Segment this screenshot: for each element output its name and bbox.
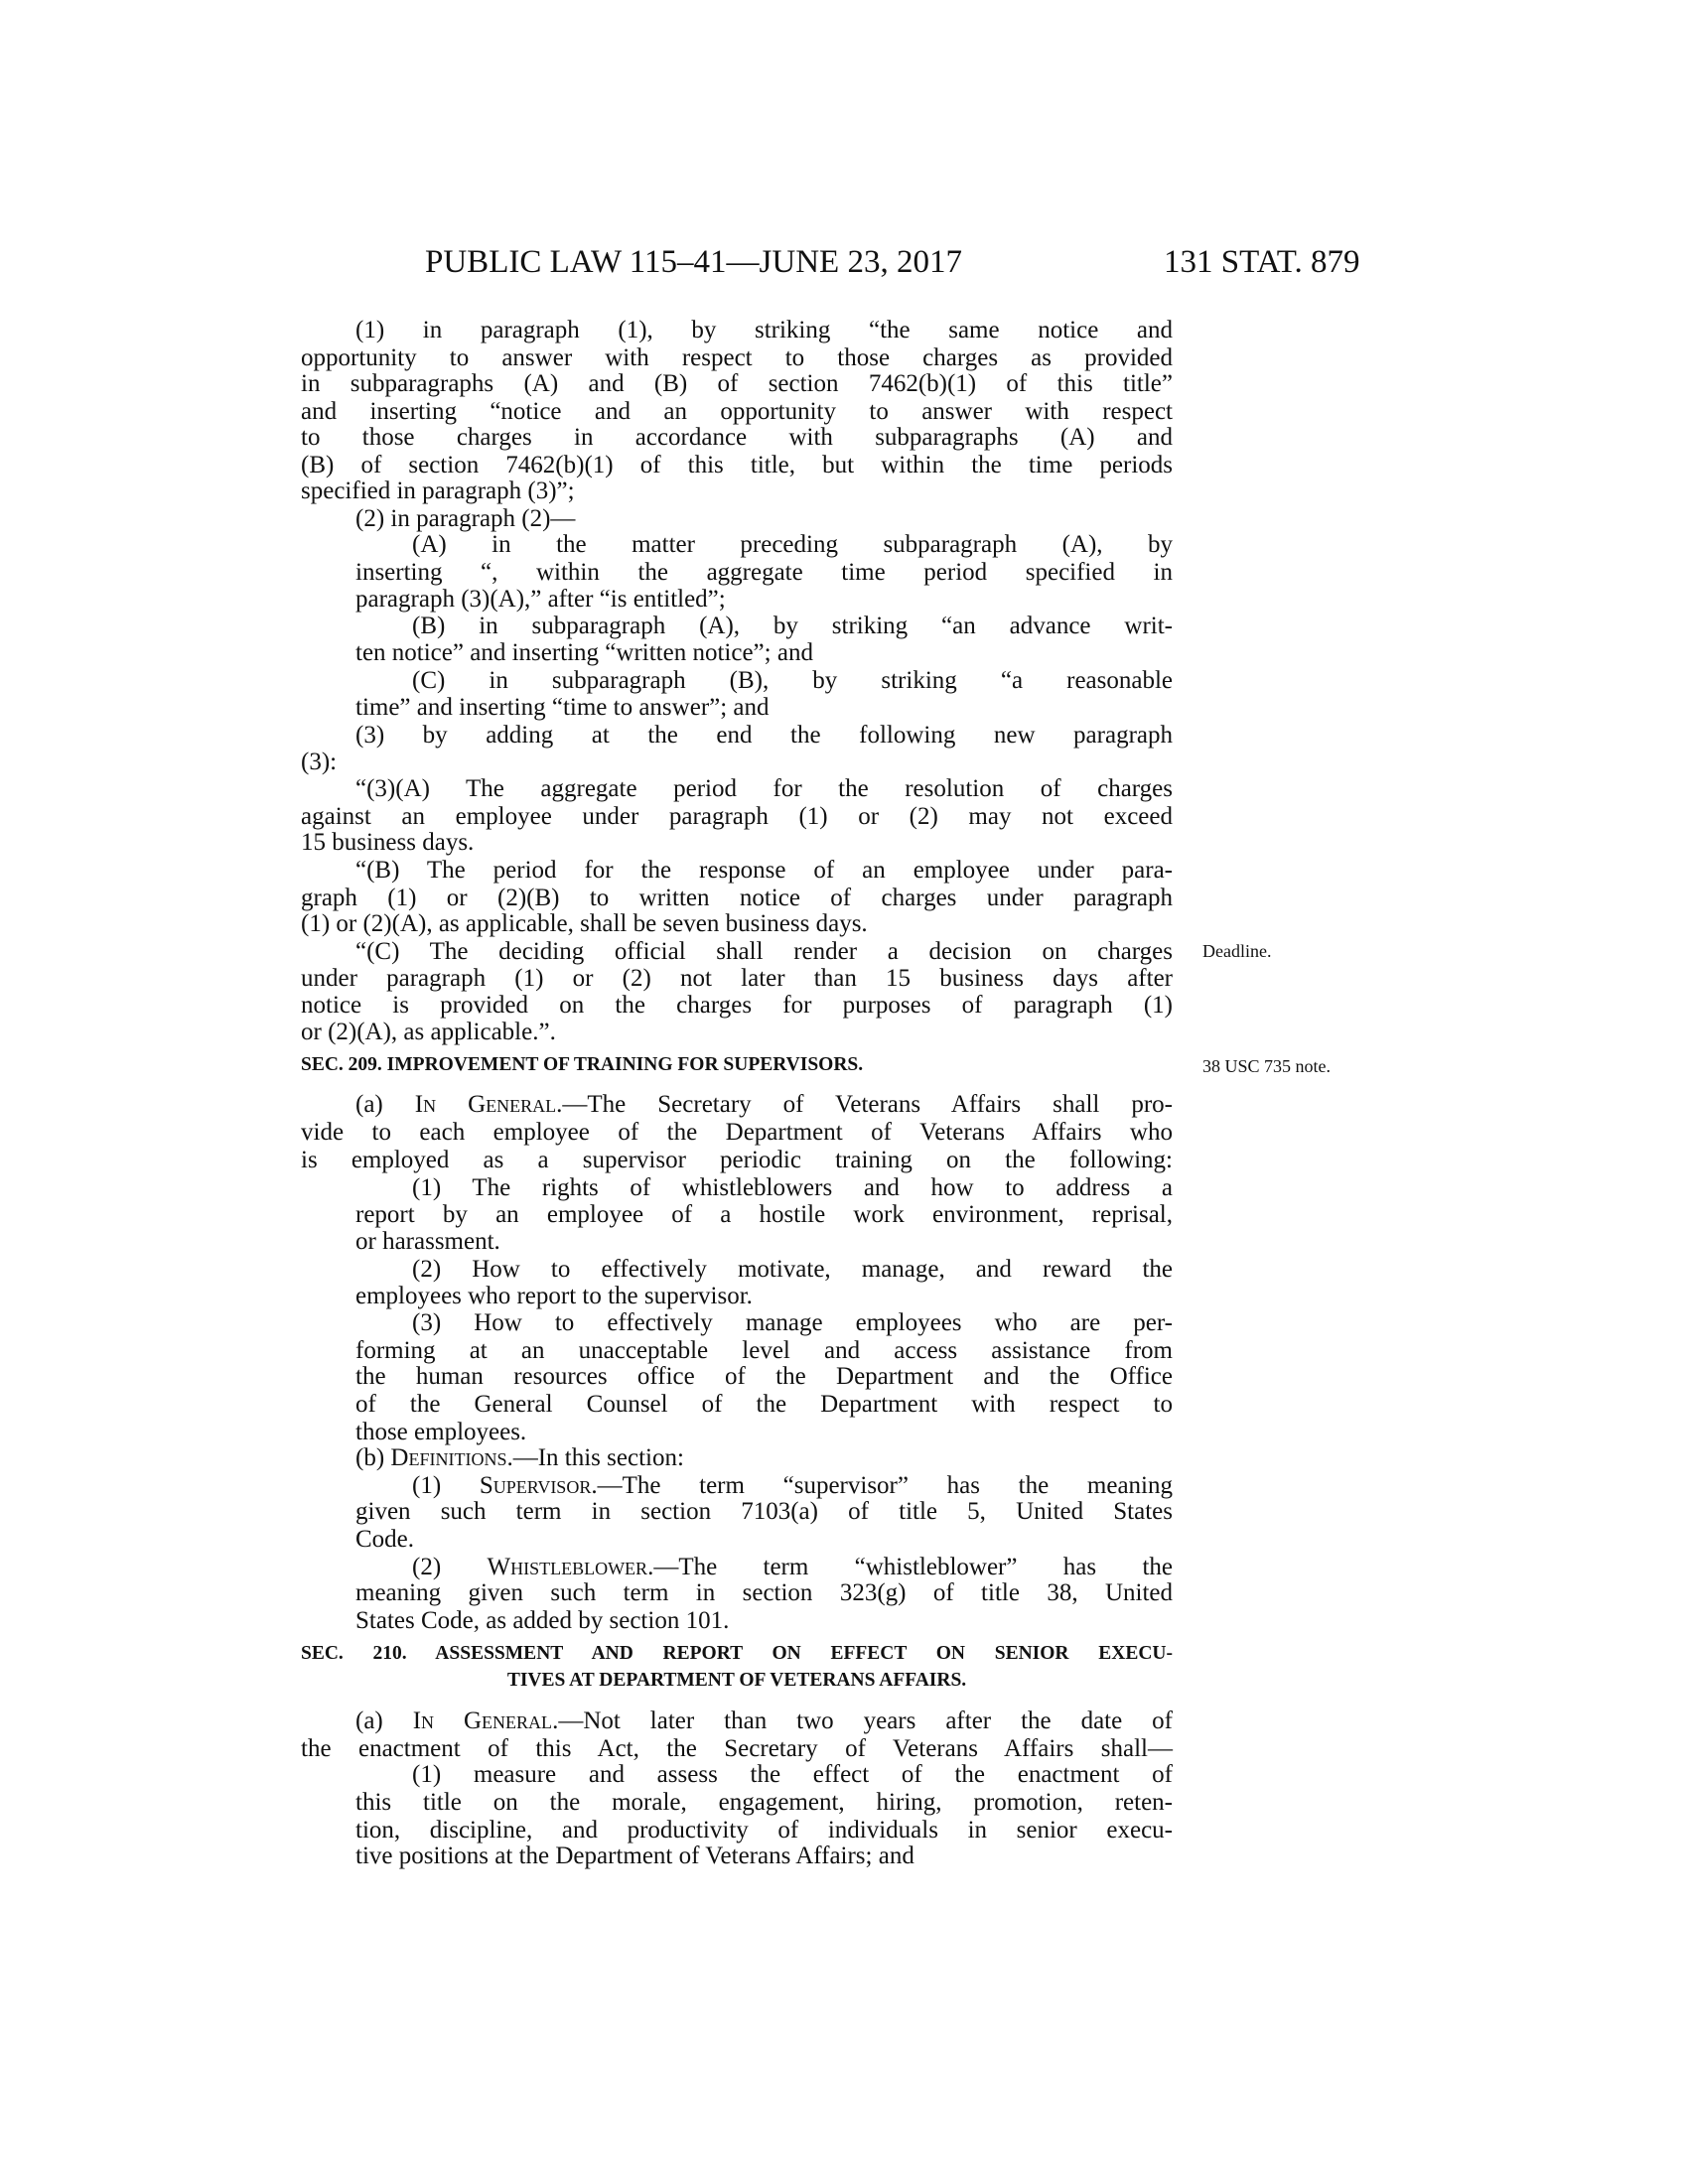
- text-line: vide to each employee of the Department of Veterans Affairs who: [301, 1119, 1173, 1146]
- text-line: ten notice” and inserting “written notice”; and: [355, 639, 813, 666]
- text-fragment: (1): [412, 1472, 480, 1499]
- text-fragment: .—The term “whistleblower” has the: [647, 1554, 1173, 1580]
- text-line: the human resources office of the Department and the Office: [355, 1363, 1173, 1390]
- text-fragment: .—The term “supervisor” has the meaning: [591, 1472, 1173, 1499]
- text-line: (1) The rights of whistleblowers and how to address a: [412, 1174, 1173, 1201]
- text-line: (1) in paragraph (1), by striking “the same notice and: [355, 317, 1173, 343]
- text-line: paragraph (3)(A),” after “is entitled”;: [355, 586, 726, 613]
- text-fragment: (a): [355, 1707, 413, 1734]
- margin-note-deadline: Deadline.: [1202, 941, 1272, 961]
- text-line: Code.: [355, 1526, 415, 1553]
- text-line: report by an employee of a hostile work environment, reprisal,: [355, 1201, 1173, 1228]
- text-line: time” and inserting “time to answer”; and: [355, 694, 770, 721]
- text-line: and inserting “notice and an opportunity to answer with respect: [301, 398, 1173, 425]
- margin-note-usc: 38 USC 735 note.: [1202, 1056, 1332, 1076]
- text-line: (A) in the matter preceding subparagraph (A), by: [412, 531, 1173, 558]
- text-line: employees who report to the supervisor.: [355, 1283, 753, 1309]
- text-line: is employed as a supervisor periodic training on the following:: [301, 1147, 1173, 1173]
- text-line: those employees.: [355, 1419, 527, 1445]
- text-line: under paragraph (1) or (2) not later than 15 business days after: [301, 965, 1173, 992]
- text-line: States Code, as added by section 101.: [355, 1607, 730, 1634]
- section-heading-line: SEC. 210. ASSESSMENT AND REPORT ON EFFECT ON SENIOR EXECU-: [301, 1643, 1173, 1664]
- text-line: tion, discipline, and productivity of individuals in senior execu-: [355, 1817, 1173, 1843]
- text-fragment: (2): [412, 1554, 488, 1580]
- text-line: this title on the morale, engagement, hiring, promotion, reten-: [355, 1789, 1173, 1816]
- text-line: specified in paragraph (3)”;: [301, 478, 575, 504]
- page-number: 131 STAT. 879: [1164, 244, 1360, 280]
- text-line: opportunity to answer with respect to those charges as provided: [301, 344, 1173, 371]
- text-line: (2) How to effectively motivate, manage, and reward the: [412, 1256, 1173, 1283]
- text-line: [355, 1706, 1173, 1736]
- subsection-heading: In General: [412, 1707, 553, 1734]
- text-fragment: .—In this section:: [506, 1444, 684, 1471]
- text-line: given such term in section 7103(a) of title 5, United States: [355, 1498, 1173, 1525]
- text-line: or harassment.: [355, 1228, 500, 1255]
- text-line: “(C) The deciding official shall render a decision on charges: [355, 938, 1173, 965]
- text-line: forming at an unacceptable level and access assistance from: [355, 1337, 1173, 1364]
- subsection-heading: In General: [414, 1091, 557, 1118]
- text-line: (3) How to effectively manage employees who are per-: [412, 1309, 1173, 1336]
- text-line: notice is provided on the charges for purposes of paragraph (1): [301, 992, 1173, 1019]
- text-line: (C) in subparagraph (B), by striking “a reasonable: [412, 667, 1173, 694]
- text-fragment: (a): [355, 1091, 415, 1118]
- text-line: (3) by adding at the end the following new paragraph: [355, 722, 1173, 749]
- text-line: inserting “, within the aggregate time period specified in: [355, 559, 1173, 586]
- text-line: (1) measure and assess the effect of the enactment of: [412, 1761, 1173, 1788]
- text-line: meaning given such term in section 323(g) of title 38, United: [355, 1579, 1173, 1606]
- text-line: against an employee under paragraph (1) or (2) may not exceed: [301, 803, 1173, 830]
- subsection-heading: Definitions: [390, 1444, 507, 1471]
- text-fragment: (b): [355, 1444, 391, 1471]
- text-fragment: .—Not later than two years after the date of: [552, 1707, 1174, 1734]
- text-line: (B) in subparagraph (A), by striking “an advance writ-: [412, 613, 1173, 639]
- text-line: 15 business days.: [301, 829, 475, 856]
- text-line: to those charges in accordance with subparagraphs (A) and: [301, 424, 1173, 451]
- text-line: (B) of section 7462(b)(1) of this title, but within the time periods: [301, 452, 1173, 478]
- section-heading-line: TIVES AT DEPARTMENT OF VETERANS AFFAIRS.: [506, 1670, 967, 1691]
- text-line: graph (1) or (2)(B) to written notice of charges under paragraph: [301, 885, 1173, 911]
- text-line: “(B) The period for the response of an employee under para-: [355, 857, 1173, 884]
- text-line: tive positions at the Department of Veterans Affairs; and: [355, 1843, 914, 1869]
- text-line: the enactment of this Act, the Secretary of Veterans Affairs shall—: [301, 1735, 1173, 1762]
- text-fragment: .—The Secretary of Veterans Affairs shall pro-: [556, 1091, 1173, 1118]
- running-header-title: PUBLIC LAW 115–41—JUNE 23, 2017: [425, 244, 962, 280]
- text-line: [355, 1090, 1173, 1120]
- subsection-heading: Supervisor: [479, 1472, 592, 1499]
- subsection-heading: Whistleblower: [487, 1554, 648, 1580]
- text-line: of the General Counsel of the Department with respect to: [355, 1391, 1173, 1418]
- text-line: in subparagraphs (A) and (B) of section 7462(b)(1) of this title”: [301, 370, 1173, 397]
- text-line: “(3)(A) The aggregate period for the resolution of charges: [355, 775, 1173, 802]
- text-line: [355, 1443, 1173, 1473]
- text-line: or (2)(A), as applicable.”.: [301, 1019, 556, 1045]
- text-line: (1) or (2)(A), as applicable, shall be seven business days.: [301, 910, 868, 937]
- text-line: (3):: [301, 749, 338, 775]
- section-heading-line: SEC. 209. IMPROVEMENT OF TRAINING FOR SUPERVISORS.: [301, 1054, 864, 1075]
- text-line: (2) in paragraph (2)—: [355, 505, 576, 532]
